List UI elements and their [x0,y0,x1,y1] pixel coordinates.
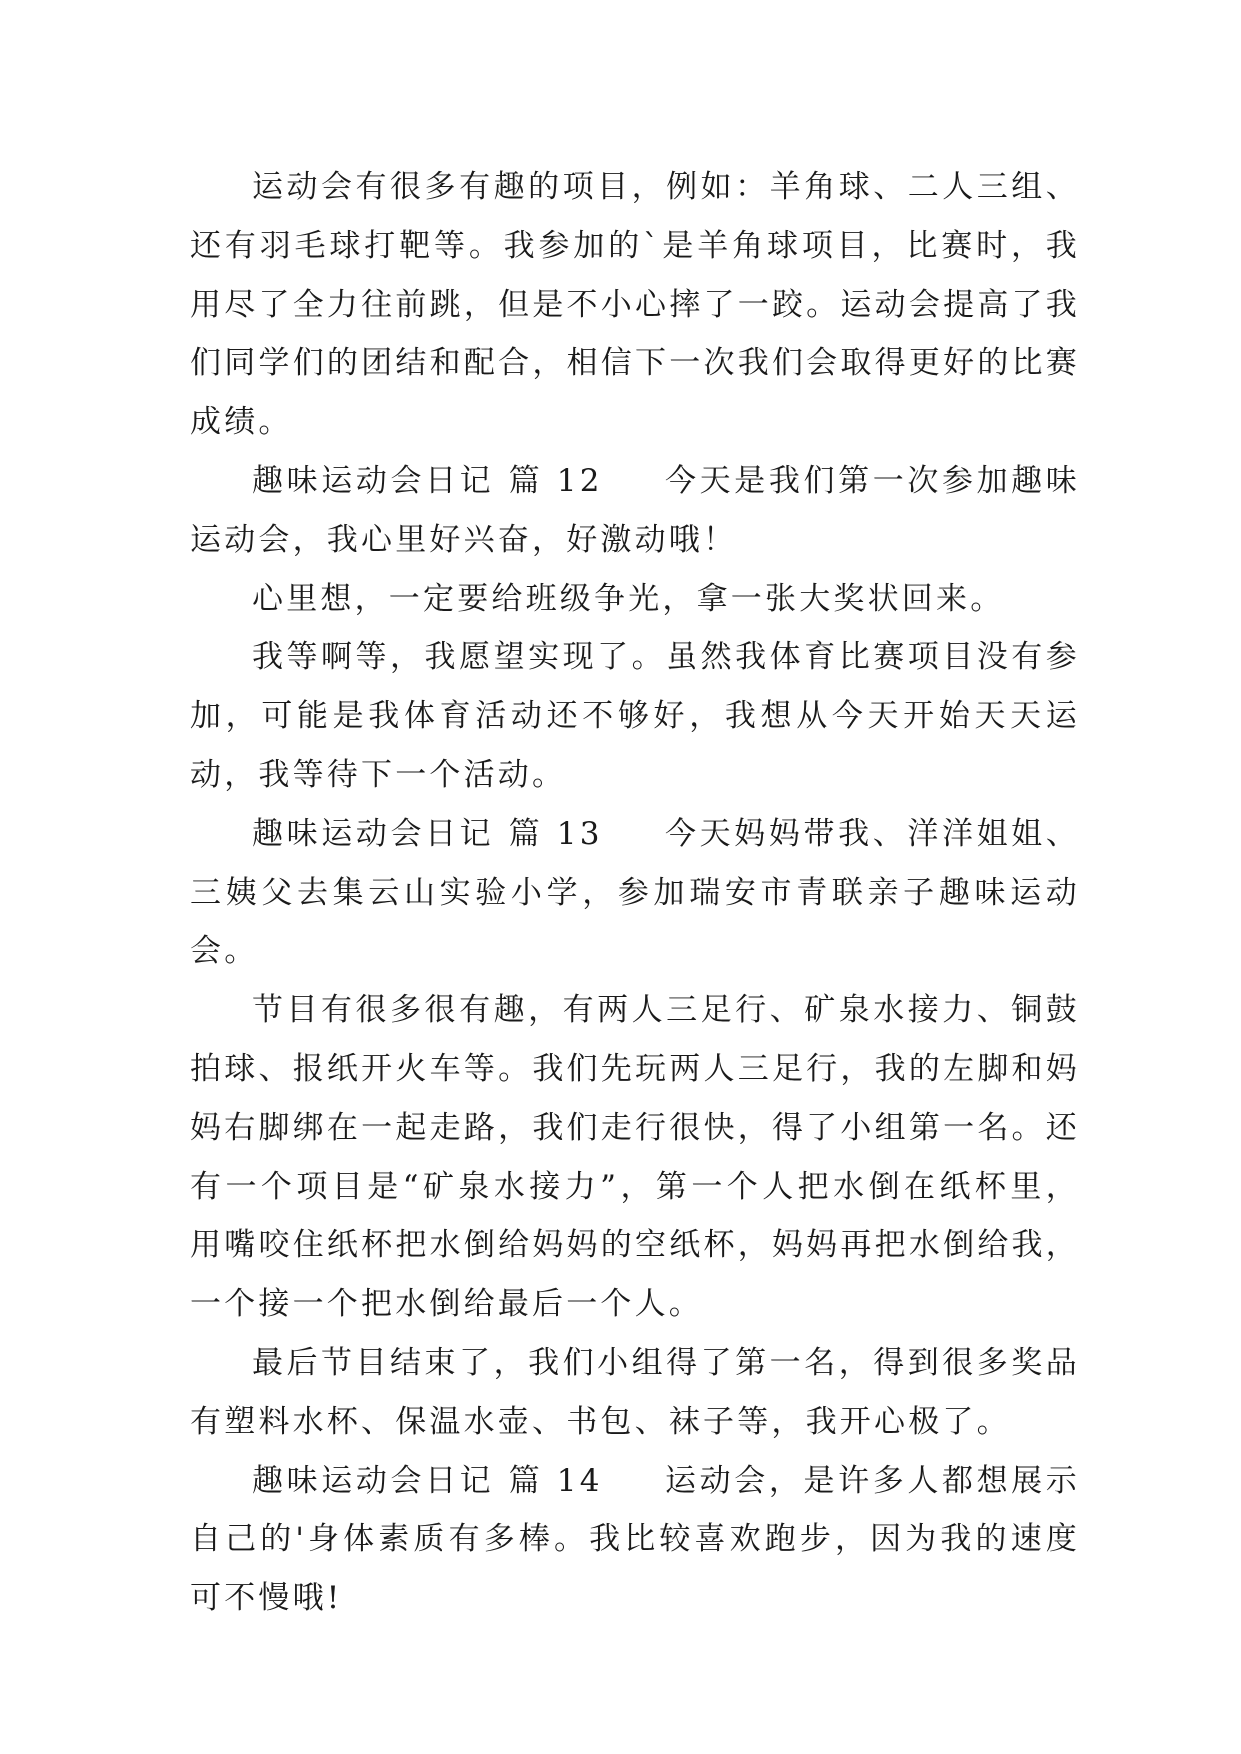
section-number: 篇 12 [508,462,603,499]
paragraph [190,570,1080,629]
document-body [190,158,1080,1628]
paragraph [190,628,1080,804]
paragraph [190,452,1080,570]
paragraph-text: 运动会，是许多人都想展示自己的'身体素质有多棒。我比较喜欢跑步，因为我的速度可不慢哦! [190,1462,1080,1617]
section-heading: 趣味运动会日记 [252,462,495,499]
section-number: 篇 13 [508,815,603,852]
section-heading: 趣味运动会日记 [252,815,495,852]
paragraph-text: 心里想，一定要给班级争光，拿一张大奖状回来。 [252,580,1005,617]
paragraph-text: 今天是我们第一次参加趣味运动会，我心里好兴奋，好激动哦！ [190,462,1080,558]
section-heading: 趣味运动会日记 [252,1462,495,1499]
paragraph [190,1452,1080,1628]
section-number: 篇 14 [508,1462,603,1499]
paragraph-text: 运动会有很多有趣的项目，例如：羊角球、二人三组、还有羽毛球打靶等。我参加的`是羊角球项目，比赛时，我用尽了全力往前跳，但是不小心摔了一跤。运动会提高了我们同学们的团结和配合，相信下一次我们会取得更好的比赛成绩。 [190,169,1080,441]
paragraph [190,805,1080,981]
paragraph [190,1334,1080,1452]
paragraph [190,981,1080,1334]
paragraph-text: 今天妈妈带我、洋洋姐姐、三姨父去集云山实验小学，参加瑞安市青联亲子趣味运动会。 [190,815,1080,970]
paragraph-text: 我等啊等，我愿望实现了。虽然我体育比赛项目没有参加，可能是我体育活动还不够好，我想从今天开始天天运动，我等待下一个活动。 [190,639,1080,793]
paragraph-text: 节目有很多很有趣，有两人三足行、矿泉水接力、铜鼓拍球、报纸开火车等。我们先玩两人三足行，我的左脚和妈妈右脚绑在一起走路，我们走行很快，得了小组第一名。还有一个项目是“矿泉水接力”，第一个人把水倒在纸杯里，用嘴咬住纸杯把水倒给妈妈的空纸杯，妈妈再把水倒给我，一个接一个把水倒给最后一个人。 [190,992,1080,1323]
paragraph [190,158,1080,452]
paragraph-text: 最后节目结束了，我们小组得了第一名，得到很多奖品有塑料水杯、保温水壶、书包、袜子等，我开心极了。 [190,1344,1080,1440]
